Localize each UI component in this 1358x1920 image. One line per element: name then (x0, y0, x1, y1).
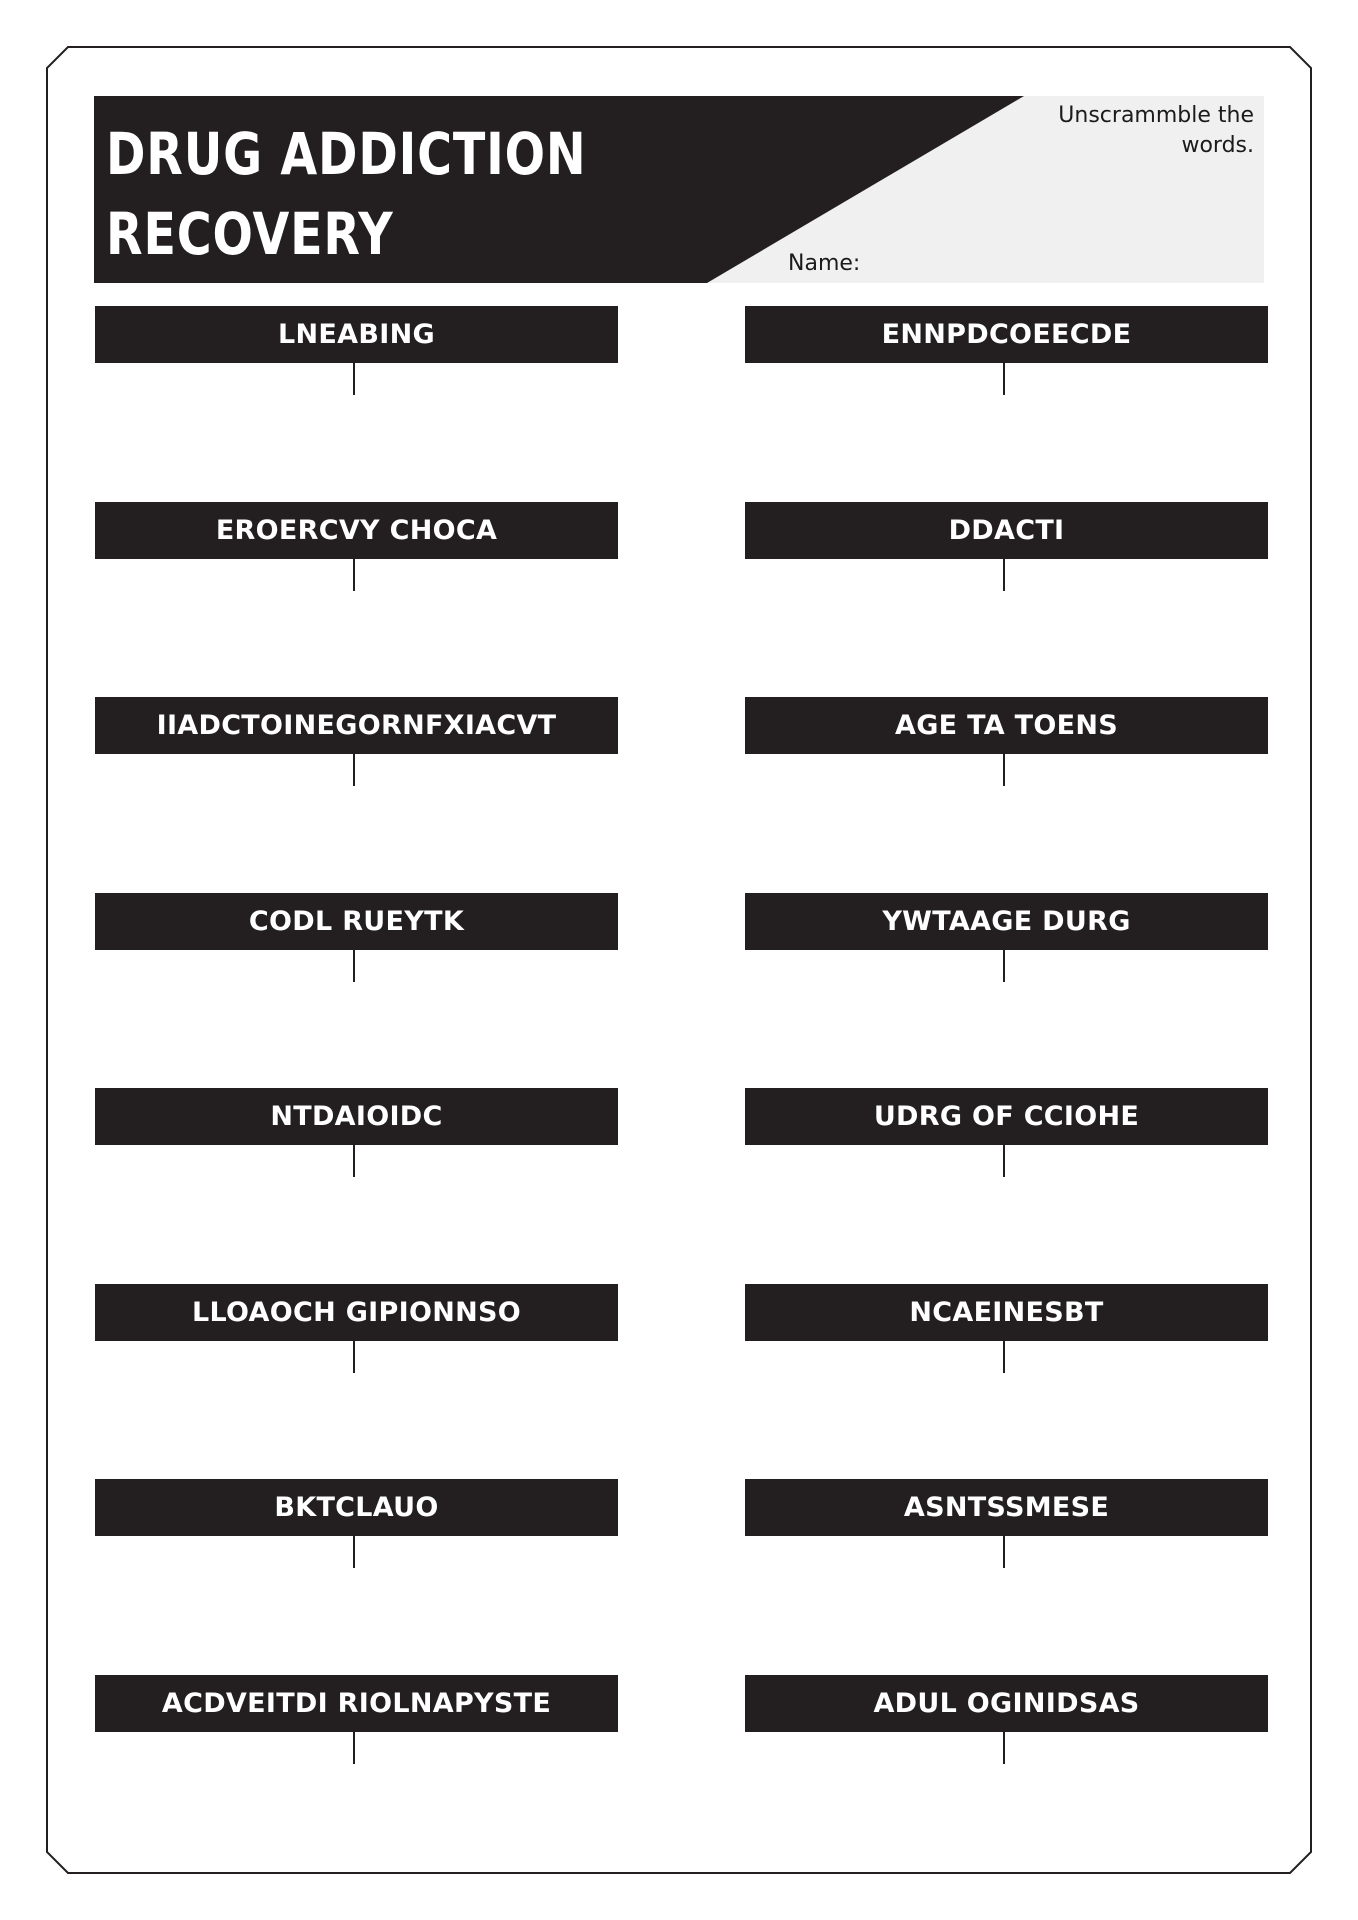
scrambled-word-right-5: UDRG OF CCIOHE (745, 1088, 1268, 1145)
answer-stem (353, 1732, 355, 1764)
answer-stem (353, 1145, 355, 1177)
answer-stem (1003, 559, 1005, 591)
answer-stem (1003, 1341, 1005, 1373)
answer-stem (353, 1536, 355, 1568)
scrambled-word-right-1: ENNPDCOEECDE (745, 306, 1268, 363)
instructions-text: Unscrammble the words. (1058, 103, 1254, 158)
scrambled-word-left-5: NTDAIOIDC (95, 1088, 618, 1145)
answer-stem (1003, 1732, 1005, 1764)
answer-stem (353, 559, 355, 591)
name-label: Name: (788, 251, 861, 276)
scrambled-word-left-6: LLOAOCH GIPIONNSO (95, 1284, 618, 1341)
scrambled-word-right-6: NCAEINESBT (745, 1284, 1268, 1341)
answer-stem (1003, 754, 1005, 786)
answer-stem (1003, 1145, 1005, 1177)
scrambled-word-right-7: ASNTSSMESE (745, 1479, 1268, 1536)
answer-stem (353, 754, 355, 786)
scrambled-word-right-3: AGE TA TOENS (745, 697, 1268, 754)
answer-stem (1003, 363, 1005, 395)
answer-stem (353, 363, 355, 395)
scrambled-word-left-3: IIADCTOINEGORNFXIACVT (95, 697, 618, 754)
scrambled-word-left-4: CODL RUEYTK (95, 893, 618, 950)
scrambled-word-right-4: YWTAAGE DURG (745, 893, 1268, 950)
answer-stem (1003, 950, 1005, 982)
title-line-2: RECOVERY (106, 200, 394, 268)
scrambled-word-left-2: EROERCVY CHOCA (95, 502, 618, 559)
page-title (106, 114, 587, 274)
answer-stem (353, 950, 355, 982)
scrambled-word-left-1: LNEABING (95, 306, 618, 363)
answer-stem (1003, 1536, 1005, 1568)
scrambled-word-right-2: DDACTI (745, 502, 1268, 559)
scrambled-word-right-8: ADUL OGINIDSAS (745, 1675, 1268, 1732)
title-line-1: DRUG ADDICTION (106, 120, 587, 188)
scrambled-word-left-7: BKTCLAUO (95, 1479, 618, 1536)
scrambled-word-left-8: ACDVEITDI RIOLNAPYSTE (95, 1675, 618, 1732)
worksheet-header (94, 96, 1264, 283)
answer-stem (353, 1341, 355, 1373)
